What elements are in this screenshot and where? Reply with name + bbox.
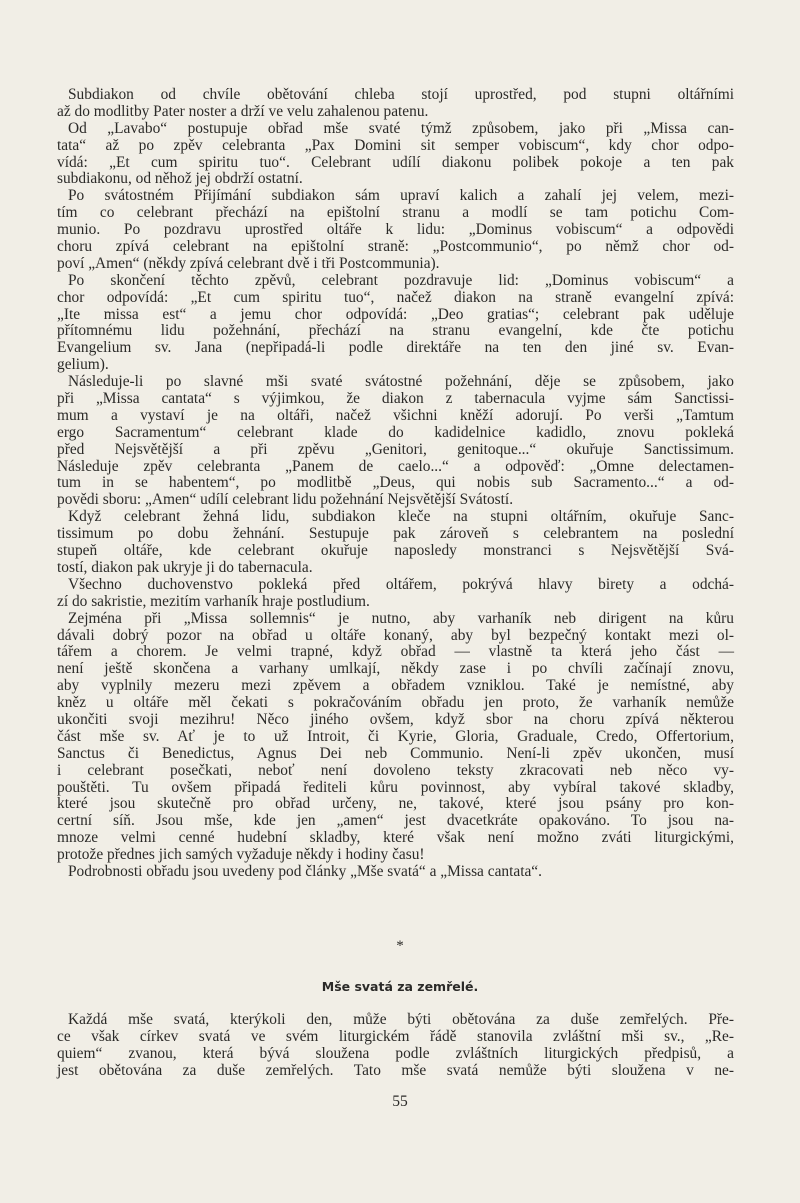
text-line: tum in se habentem“, po modlitbě „Deus, qui nobis sub Sacramento...“ a od- xyxy=(57,474,734,492)
text-line: zí do sakristie, mezitím varhaník hraje postludium. xyxy=(57,592,370,610)
paragraph xyxy=(57,611,734,864)
text-line: Následuje-li po slavné mši svaté svátostné požehnání, děje se způsobem, jako xyxy=(68,373,734,391)
text-line: choru zpívá celebrant na epištolní straně: „Postcommunio“, po němž chor od- xyxy=(57,238,734,256)
paragraph xyxy=(57,509,734,577)
text-line: quiem“ zvanou, která bývá sloužena podle zvláštních liturgických předpisů, a xyxy=(57,1044,734,1062)
text-line: přítomnému lidu požehnání, přechází na stranu evangelní, kde čte potichu xyxy=(57,322,734,340)
text-line: až do modlitby Pater noster a drží ve velu zahalenou patenu. xyxy=(57,102,429,120)
text-line: kněz u oltáře měl čekati s pokračováním obřadu jen proto, že varhaník nemůže xyxy=(57,694,734,712)
text-line: které jsou skutečně pro obřad určeny, ne, takové, které jsou psány pro kon- xyxy=(57,795,734,813)
text-line: mum a vystaví je na oltáři, načež všichni kněží adorují. Po verši „Tamtum xyxy=(57,406,734,424)
text-line: tářem a chorem. Je velmi trapné, když obřad — vlastně ta která jeho část — xyxy=(57,643,734,661)
text-line: tím co celebrant přechází na epištolní stranu a modlí se tam potichu Com- xyxy=(57,204,734,222)
text-line: tostí, diakon pak ukryje ji do tabernacula. xyxy=(57,558,313,576)
paragraph xyxy=(57,577,734,611)
text-line: vídá: „Et cum spiritu tuo“. Celebrant udílí diakonu polibek pokoje a ten pak xyxy=(57,153,734,171)
text-line: certní síň. Jsou mše, kde jen „amen“ jest dvacetkráte opakováno. To jsou na- xyxy=(57,812,734,830)
paragraph xyxy=(57,864,734,881)
text-line: i celebrant posečkati, neboť není dovoleno teksty zkracovati neb něco vy- xyxy=(57,761,734,779)
text-line: ce však církev svatá ve svém liturgickém řádě stanovila zvláštní mši sv., „Re- xyxy=(57,1027,734,1045)
text-line: chor odpovídá: „Et cum spiritu tuo“, načež diakon na straně evangelní zpívá: xyxy=(57,288,734,306)
text-line: povědi sboru: „Amen“ udílí celebrant lidu požehnání Nejsvětější Svátostí. xyxy=(57,491,514,509)
text-line: tissimum po dobu žehnání. Sestupuje pak zároveň s celebrantem na poslední xyxy=(57,525,734,543)
paragraph xyxy=(57,188,734,272)
text-line: část mše sv. Ať je to už Introit, či Kyrie, Gloria, Graduale, Credo, Offertorium, xyxy=(57,727,734,745)
text-line: pouštěti. Tu ovšem připadá řediteli kůru povinnost, aby vybíral takové skladby, xyxy=(57,778,734,796)
paragraph xyxy=(57,1012,734,1080)
text-line: při „Missa cantata“ s výjimkou, že diakon z tabernacula vyjme sám Sanctissi- xyxy=(57,390,734,408)
text-line: stupeň oltáře, kde celebrant okuřuje naposledy monstranci s Nejsvětější Svá- xyxy=(57,542,734,560)
text-line: gelium). xyxy=(57,356,109,374)
text-line: ergo Sacramentum“ celebrant klade do kadidelnice kadidlo, znovu pokleká xyxy=(57,423,734,441)
body-text xyxy=(57,87,734,881)
text-line: Když celebrant žehná lidu, subdiakon klečе na stupni oltářním, okuřuje Sanc- xyxy=(68,508,734,526)
text-line: aby vyplnily mezeru mezi zpěvem a obřadem vzniklou. Také je nemístné, aby xyxy=(57,677,734,695)
section-body-text xyxy=(57,1012,734,1080)
text-line: munio. Po pozdravu uprostřed oltáře k lidu: „Dominus vobiscum“ a odpovědi xyxy=(57,221,734,239)
text-line: Následuje zpěv celebranta „Panem de caelo...“ a odpověď: „Omne delectamen- xyxy=(57,457,734,475)
text-line: Podrobnosti obřadu jsou uvedeny pod články „Mše svatá“ a „Missa cantata“. xyxy=(68,862,542,880)
text-line: ukončiti svoji mezihru! Něco jiného ovšem, když sbor na choru zpívá některou xyxy=(57,710,734,728)
text-line: jest obětována za duše zemřelých. Tato mše svatá nemůže býti sloužena v ne- xyxy=(57,1061,734,1079)
text-line: subdiakonu, od něhož jej obdrží ostatní. xyxy=(57,170,303,188)
text-line: před Nejsvětější a při zpěvu „Genitori, genitoque...“ okuřuje Sanctissimum. xyxy=(57,440,734,458)
paragraph xyxy=(57,87,734,121)
text-line: Všechno duchovenstvo poklek​á před oltářem, pokrývá hlavy birety a odchá- xyxy=(68,575,734,593)
text-line: mnoze velmi cenné hudební skladby, které však není možno zváti liturgickými, xyxy=(57,829,734,847)
paragraph xyxy=(57,273,734,374)
paragraph xyxy=(57,374,734,509)
paragraph xyxy=(57,121,734,189)
page-number: 55 xyxy=(392,1093,408,1110)
text-line: Od „Lavabo“ postupuje obřad mše svaté týmž způsobem, jako při „Missa can- xyxy=(68,119,734,137)
text-line: Zejména při „Missa sollemnis“ je nutno, aby varhaník neb dirigent na kůru xyxy=(68,609,734,627)
text-line: dávali dobrý pozor na obřad u oltáře konaný, aby byl bezpečný kontakt mezi ol- xyxy=(57,626,734,644)
text-line: Subdiakon od chvíle obětování chleba stojí uprostřed, pod stupni oltářními xyxy=(68,86,734,103)
text-line: Každá mše svatá, kterýkoli den, může býti obětována za duše zemřelých. Pře- xyxy=(68,1011,734,1028)
text-line: tata“ až po zpěv celebranta „Pax Domini sit semper vobiscum“, kdy chor odpo- xyxy=(57,136,734,154)
text-line: Evangelium sv. Jana (nepřipadá-li podle direktáře na ten den jiné sv. Evan- xyxy=(57,339,734,357)
text-line: není ještě skončena a varhany umlkají, někdy zase i po chvíli začínají znovu, xyxy=(57,660,734,678)
section-separator: * xyxy=(396,938,404,954)
section-heading: Mše svatá za zemřelé. xyxy=(321,979,479,994)
text-line: „Ite missa est“ a jemu chor odpovídá: „Deo gratias“; celebrant pak uděluje xyxy=(57,305,734,323)
text-line: protože přednes jich samých vyžaduje někdy i hodiny času! xyxy=(57,846,425,864)
text-line: poví „Amen“ (někdy zpívá celebrant dvě i tři Postcommunia). xyxy=(57,254,440,272)
text-line: Sanctus či Benedictus, Agnus Dei neb Communio. Není-li zpěv ukončen, musí xyxy=(57,744,734,762)
text-line: Po svátostném Přijímání subdiakon sám upraví kalich a zahalí jej velem, mezi- xyxy=(68,187,734,205)
text-line: Po skončení těchto zpěvů, celebrant pozdravuje lid: „Dominus vobiscum“ a xyxy=(68,271,734,289)
